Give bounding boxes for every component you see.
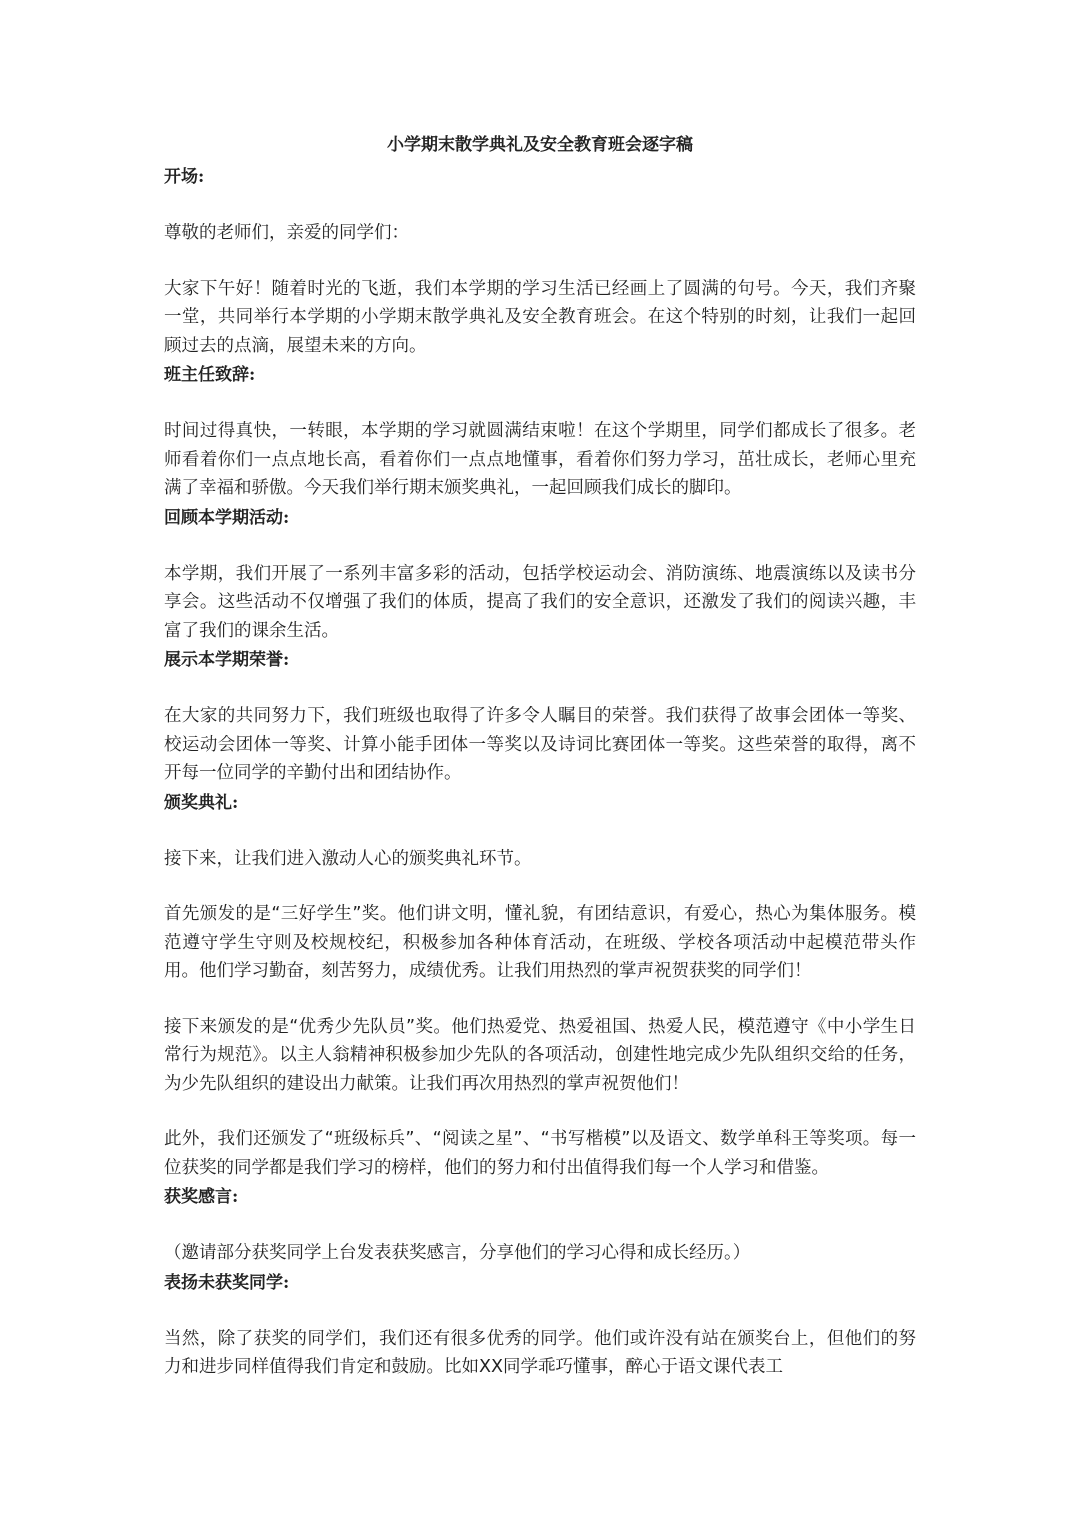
section-heading-teacher-speech: 班主任致辞: bbox=[164, 365, 256, 385]
section-heading-acceptance-speech: 获奖感言: bbox=[164, 1187, 239, 1207]
paragraph: 首先颁发的是“三好学生”奖。他们讲文明，懂礼貌，有团结意识，有爱心，热心为集体服务。模范遵守学生守则及校规校纪，积极参加各种体育活动，在班级、学校各项活动中起模范带头作用。他们学习勤奋，刻苦努力，成绩优秀。让我们用热烈的掌声祝贺获奖的同学们！ bbox=[164, 904, 916, 981]
paragraph: 接下来颁发的是“优秀少先队员”奖。他们热爱党、热爱祖国、热爱人民，模范遵守《中小学生日常行为规范》。以主人翁精神积极参加少先队的各项活动，创建性地完成少先队组织交给的任务，为少先队组织的建设出力献策。让我们再次用热烈的掌声祝贺他们！ bbox=[164, 1016, 916, 1094]
document-title: 小学期末散学典礼及安全教育班会逐字稿 bbox=[387, 135, 693, 155]
paragraph: 本学期，我们开展了一系列丰富多彩的活动，包括学校运动会、消防演练、地震演练以及读书分享会。这些活动不仅增强了我们的体质，提高了我们的安全意识，还激发了我们的阅读兴趣，丰富了我们的课余生活。 bbox=[164, 563, 916, 641]
paragraph: 在大家的共同努力下，我们班级也取得了许多令人瞩目的荣誉。我们获得了故事会团体一等奖、校运动会团体一等奖、计算小能手团体一等奖以及诗词比赛团体一等奖。这些荣誉的取得，离不开每一位同学的辛勤付出和团结协作。 bbox=[164, 706, 916, 783]
section-heading-activities-review: 回顾本学期活动: bbox=[164, 507, 290, 528]
paragraph: 时间过得真快，一转眼，本学期的学习就圆满结束啦！在这个学期里，同学们都成长了很多。老师看着你们一点点地长高，看着你们一点点地懂事，看着你们努力学习，茁壮成长，老师心里充满了幸福和骄傲。今天我们举行期末颁奖典礼，一起回顾我们成长的脚印。 bbox=[164, 421, 916, 498]
paragraph: 此外，我们还颁发了“班级标兵”、“阅读之星”、“书写楷模”以及语文、数学单科王等奖项。每一位获奖的同学都是我们学习的榜样，他们的努力和付出值得我们每一个人学习和借鉴。 bbox=[164, 1129, 916, 1178]
section-heading-award-ceremony: 颁奖典礼: bbox=[164, 792, 239, 813]
section-heading-opening: 开场: bbox=[164, 167, 205, 187]
paragraph: 当然，除了获奖的同学们，我们还有很多优秀的同学。他们或许没有站在颁奖台上，但他们的努力和进步同样值得我们肯定和鼓励。比如XX同学乖巧懂事，醉心于语文课代表工 bbox=[164, 1328, 916, 1377]
section-heading-honors: 展示本学期荣誉: bbox=[164, 650, 290, 670]
paragraph: 大家下午好！随着时光的飞逝，我们本学期的学习生活已经画上了圆满的句号。今天，我们齐聚一堂，共同举行本学期的小学期末散学典礼及安全教育班会。在这个特别的时刻，让我们一起回顾过去的点滴，展望未来的方向。 bbox=[164, 278, 916, 356]
paragraph: （邀请部分获奖同学上台发表获奖感言，分享他们的学习心得和成长经历。） bbox=[164, 1243, 751, 1263]
section-heading-praise-others: 表扬未获奖同学: bbox=[164, 1272, 290, 1293]
paragraph: 接下来，让我们进入激动人心的颁奖典礼环节。 bbox=[164, 848, 532, 869]
paragraph: 尊敬的老师们，亲爱的同学们： bbox=[164, 223, 409, 243]
document-page bbox=[164, 128, 916, 1382]
